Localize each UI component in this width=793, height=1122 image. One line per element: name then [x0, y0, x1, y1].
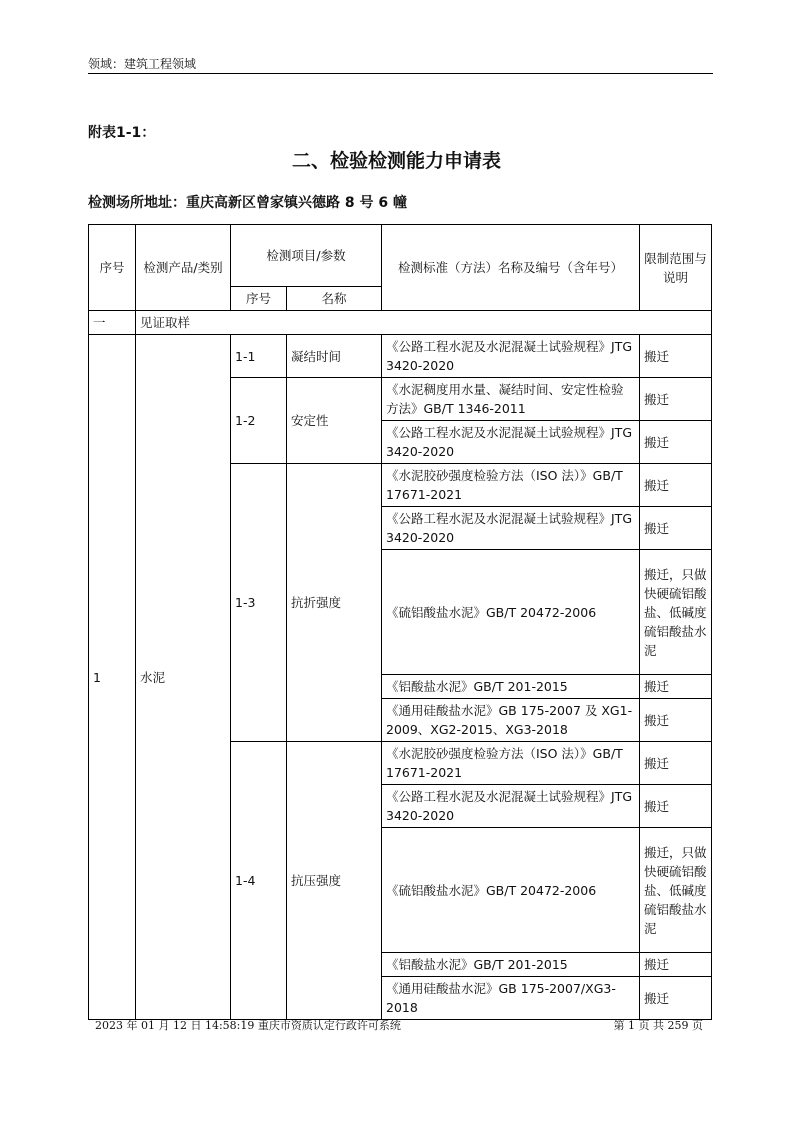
header-standard: 检测标准（方法）名称及编号（含年号）: [382, 225, 640, 311]
standard-text: 《通用硅酸盐水泥》GB 175-2007/XG3-2018: [382, 977, 640, 1020]
header-seq: 序号: [89, 225, 136, 311]
limit-text: 搬迁: [640, 464, 712, 507]
limit-text: 搬迁: [640, 953, 712, 977]
item-name: 抗压强度: [287, 742, 382, 1020]
footer-timestamp: 2023 年 01 月 12 日 14:58:19 重庆市资质认定行政许可系统: [95, 1019, 401, 1032]
header-product: 检测产品/类别: [136, 225, 231, 311]
standard-text: 《公路工程水泥及水泥混凝土试验规程》JTG 3420-2020: [382, 785, 640, 828]
limit-text: 搬迁: [640, 421, 712, 464]
standard-text: 《公路工程水泥及水泥混凝土试验规程》JTG 3420-2020: [382, 421, 640, 464]
standard-text: 《通用硅酸盐水泥》GB 175-2007 及 XG1-2009、XG2-2015、XG3-2018: [382, 699, 640, 742]
header-divider: [88, 73, 713, 74]
item-name: 抗折强度: [287, 464, 382, 742]
capability-table: [88, 224, 712, 1020]
standard-text: 《铝酸盐水泥》GB/T 201-2015: [382, 675, 640, 699]
product-no: 1: [89, 335, 136, 1020]
test-site-address: 检测场所地址：重庆高新区曾家镇兴德路 8 号 6 幢: [88, 195, 407, 211]
limit-text: 搬迁，只做快硬硫铝酸盐、低碱度硫铝酸盐水泥: [640, 550, 712, 675]
limit-text: 搬迁: [640, 742, 712, 785]
page-header-domain: 领域：建筑工程领域: [88, 57, 197, 71]
table-row: [89, 335, 712, 378]
footer-page-number: 第 1 页 共 259 页: [613, 1019, 703, 1032]
limit-text: 搬迁: [640, 675, 712, 699]
limit-text: 搬迁: [640, 335, 712, 378]
header-item-group: 检测项目/参数: [231, 225, 382, 287]
header-limit: 限制范围与说明: [640, 225, 712, 311]
limit-text: 搬迁: [640, 507, 712, 550]
standard-text: 《铝酸盐水泥》GB/T 201-2015: [382, 953, 640, 977]
item-no: 1-4: [231, 742, 287, 1020]
annex-label: 附表1-1：: [88, 125, 156, 141]
limit-text: 搬迁，只做快硬硫铝酸盐、低碱度硫铝酸盐水泥: [640, 828, 712, 953]
header-item-name: 名称: [287, 287, 382, 311]
section-no: 一: [89, 311, 136, 335]
standard-text: 《水泥胶砂强度检验方法（ISO 法）》GB/T 17671-2021: [382, 742, 640, 785]
limit-text: 搬迁: [640, 785, 712, 828]
standard-text: 《水泥稠度用水量、凝结时间、安定性检验方法》GB/T 1346-2011: [382, 378, 640, 421]
item-name: 凝结时间: [287, 335, 382, 378]
section-label: 见证取样: [136, 311, 712, 335]
header-item-seq: 序号: [231, 287, 287, 311]
item-no: 1-3: [231, 464, 287, 742]
standard-text: 《公路工程水泥及水泥混凝土试验规程》JTG 3420-2020: [382, 335, 640, 378]
page-title: 二、检验检测能力申请表: [291, 150, 501, 172]
limit-text: 搬迁: [640, 699, 712, 742]
standard-text: 《硫铝酸盐水泥》GB/T 20472-2006: [382, 550, 640, 675]
standard-text: 《水泥胶砂强度检验方法（ISO 法）》GB/T 17671-2021: [382, 464, 640, 507]
item-no: 1-1: [231, 335, 287, 378]
standard-text: 《硫铝酸盐水泥》GB/T 20472-2006: [382, 828, 640, 953]
product-name: 水泥: [136, 335, 231, 1020]
item-name: 安定性: [287, 378, 382, 464]
limit-text: 搬迁: [640, 977, 712, 1020]
standard-text: 《公路工程水泥及水泥混凝土试验规程》JTG 3420-2020: [382, 507, 640, 550]
item-no: 1-2: [231, 378, 287, 464]
limit-text: 搬迁: [640, 378, 712, 421]
